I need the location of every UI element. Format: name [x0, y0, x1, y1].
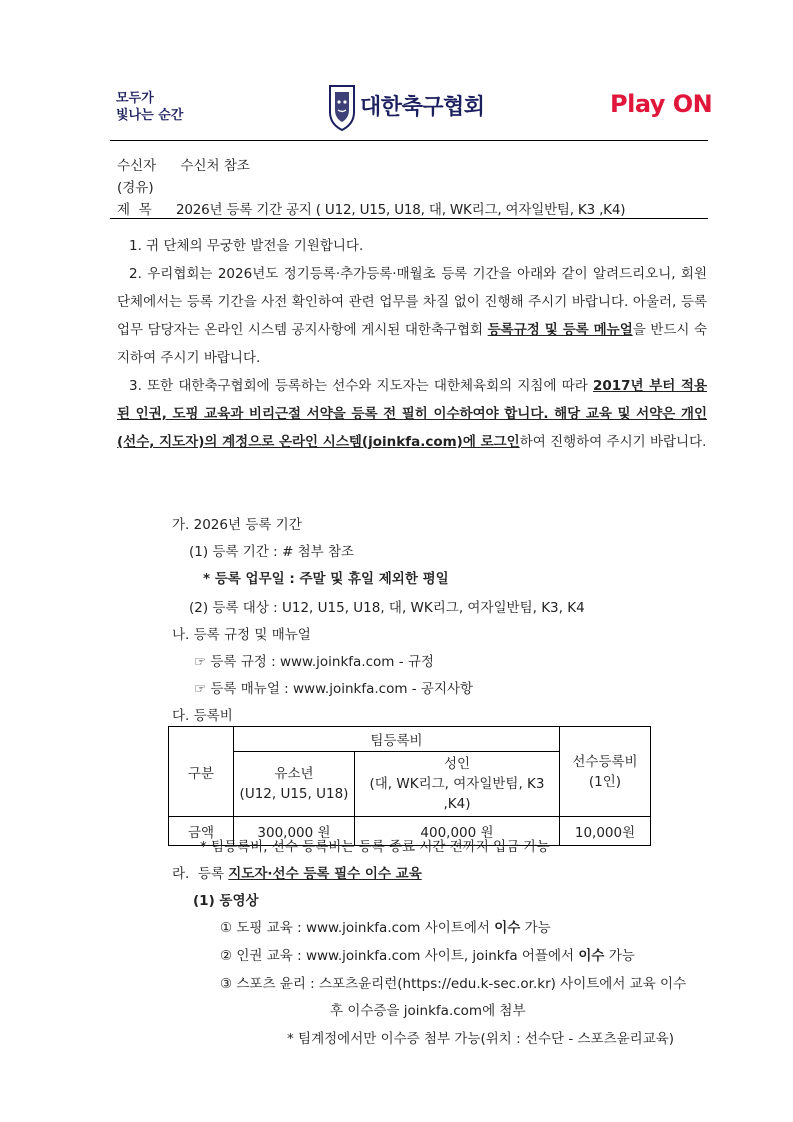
- recipient-label: 수신자: [117, 158, 157, 174]
- adult-label: 성인: [443, 756, 471, 772]
- youth-label: 유소년: [274, 766, 314, 782]
- doping-emphasis: 이수: [494, 920, 521, 936]
- section-ga-item-2: (2) 등록 대상 : U12, U15, U18, 대, WK리그, 여자일반팀, K3, K4: [189, 600, 585, 616]
- player-fee-sub: (1인): [588, 773, 622, 790]
- paragraph-3: [117, 372, 707, 456]
- education-item-ethics: ③ 스포츠 윤리 : 스포츠윤리런(https://edu.k-sec.or.kr) 사이트에서 교육 이수: [220, 976, 687, 992]
- adult-amount: 400,000 원: [355, 817, 560, 846]
- paragraph-1: 1. 귀 단체의 무궁한 발전을 기원합니다.: [129, 238, 364, 254]
- table-header-player-fee: [560, 727, 651, 817]
- player-fee-label: 선수등록비: [572, 753, 638, 770]
- table-row: [169, 727, 651, 752]
- section-da-note: * 팀등록비, 선수 등록비는 등록 종료 시간 전까지 입금 가능: [200, 839, 550, 855]
- slogan-line-1: 모두가: [116, 91, 154, 106]
- section-ra-note: * 팀계정에서만 이수증 첨부 가능(위치 : 선수단 - 스포츠윤리교육): [287, 1031, 675, 1047]
- fee-table: [168, 726, 651, 846]
- human-rights-tail: 가능: [604, 948, 635, 964]
- section-ga-note: * 등록 업무일 : 주말 및 휴일 제외한 평일: [203, 571, 449, 587]
- recipient-row: [117, 154, 250, 174]
- section-ra-title: [172, 862, 422, 882]
- paragraph-2-text: 2. 우리협회는 2026년도 정기등록·추가등록·매월초 등록 기간을 아래와 같이 알려드리오니, 회원 단체에서는 등록 기간을 사전 확인하여 관련 업무를 차질 없이 진행해 주시기 바랍니다. 아울러, 등록 업무 담당자는 온라인 시스템 공지사항에 게시된 대한축구협회: [117, 266, 707, 338]
- org-name: 대한축구협회: [360, 95, 485, 120]
- paragraph-3-emphasis: 2017년 부터 적용된 인권, 도핑 교육과 비리근절 서약을 등록 전 필히 이수하여야 합니다. 해당 교육 및 서약은 개인(선수, 지도자)의 계정으로 온라인 시스템(joinkfa.com)에 로그인: [117, 378, 707, 450]
- youth-sub: (U12, U15, U18): [239, 786, 349, 802]
- adult-sub: (대, WK리그, 여자일반팀, K3 ,K4): [369, 776, 545, 812]
- section-ra-item-1: [193, 889, 259, 909]
- section-da-title: 다. 등록비: [172, 708, 233, 724]
- human-rights-emphasis: 이수: [578, 948, 605, 964]
- header-divider: [110, 140, 708, 141]
- section-na-title: 나. 등록 규정 및 매뉴얼: [172, 627, 311, 643]
- table-header-team-fee: 팀등록비: [234, 727, 560, 752]
- subject-value: 2026년 등록 기간 공지 ( U12, U15, U18, 대, WK리그, 여자일반팀, K3 ,K4): [175, 202, 626, 218]
- section-ra-item-1-text: (1) 동영상: [193, 893, 259, 909]
- table-header-category: 구분: [169, 727, 234, 817]
- paragraph-3-tail: 하여 진행하여 주시기 바랍니다.: [519, 434, 707, 450]
- brand-play: Play: [610, 90, 673, 118]
- doping-text: ① 도핑 교육 : www.joinkfa.com 사이트에서: [220, 920, 495, 936]
- table-header-youth: [234, 752, 355, 817]
- slogan: [116, 90, 206, 124]
- paragraph-2-emphasis: 등록규정 및 등록 메뉴얼: [487, 322, 633, 338]
- subject-divider: [110, 218, 708, 219]
- slogan-line-2: 빛나는 순간: [116, 108, 184, 123]
- youth-amount: 300,000 원: [234, 817, 355, 846]
- section-ga-item-1: (1) 등록 기간 : # 첨부 참조: [189, 544, 355, 560]
- education-item-doping: [220, 916, 551, 936]
- doping-tail: 가능: [520, 920, 551, 936]
- brand-on: ON: [672, 90, 713, 118]
- education-item-ethics-line-2: 후 이수증을 joinkfa.com에 첨부: [330, 1003, 526, 1019]
- kfa-crest-icon: [327, 82, 357, 132]
- paragraph-3-text: 3. 또한 대한축구협회에 등록하는 선수와 지도자는 대한체육회의 지침에 따라: [129, 378, 593, 394]
- section-ga-title: 가. 2026년 등록 기간: [172, 517, 302, 533]
- paragraph-2-tail: 을 반드시 숙지하여 주시기 바랍니다.: [117, 322, 707, 366]
- subject-row: [117, 198, 625, 218]
- brand-logo: [610, 90, 712, 118]
- section-na-item-2: ☞ 등록 매뉴얼 : www.joinkfa.com - 공지사항: [194, 681, 474, 697]
- human-rights-text: ② 인권 교육 : www.joinkfa.com 사이트, joinkfa 어플에서: [220, 948, 579, 964]
- section-ra-emphasis: 지도자·선수 등록 필수 이수 교육: [228, 866, 422, 882]
- table-header-adult: [355, 752, 560, 817]
- education-item-human-rights: [220, 944, 635, 964]
- via-label: (경유): [117, 180, 154, 196]
- recipient-value: 수신처 참조: [180, 158, 250, 174]
- paragraph-2: [117, 260, 707, 372]
- section-na-item-1: ☞ 등록 규정 : www.joinkfa.com - 규정: [194, 654, 434, 670]
- player-amount: 10,000원: [560, 817, 651, 846]
- subject-label: 제 목: [117, 202, 152, 218]
- section-ra-prefix: 라. 등록: [172, 866, 229, 882]
- row-label-amount: 금액: [169, 817, 234, 846]
